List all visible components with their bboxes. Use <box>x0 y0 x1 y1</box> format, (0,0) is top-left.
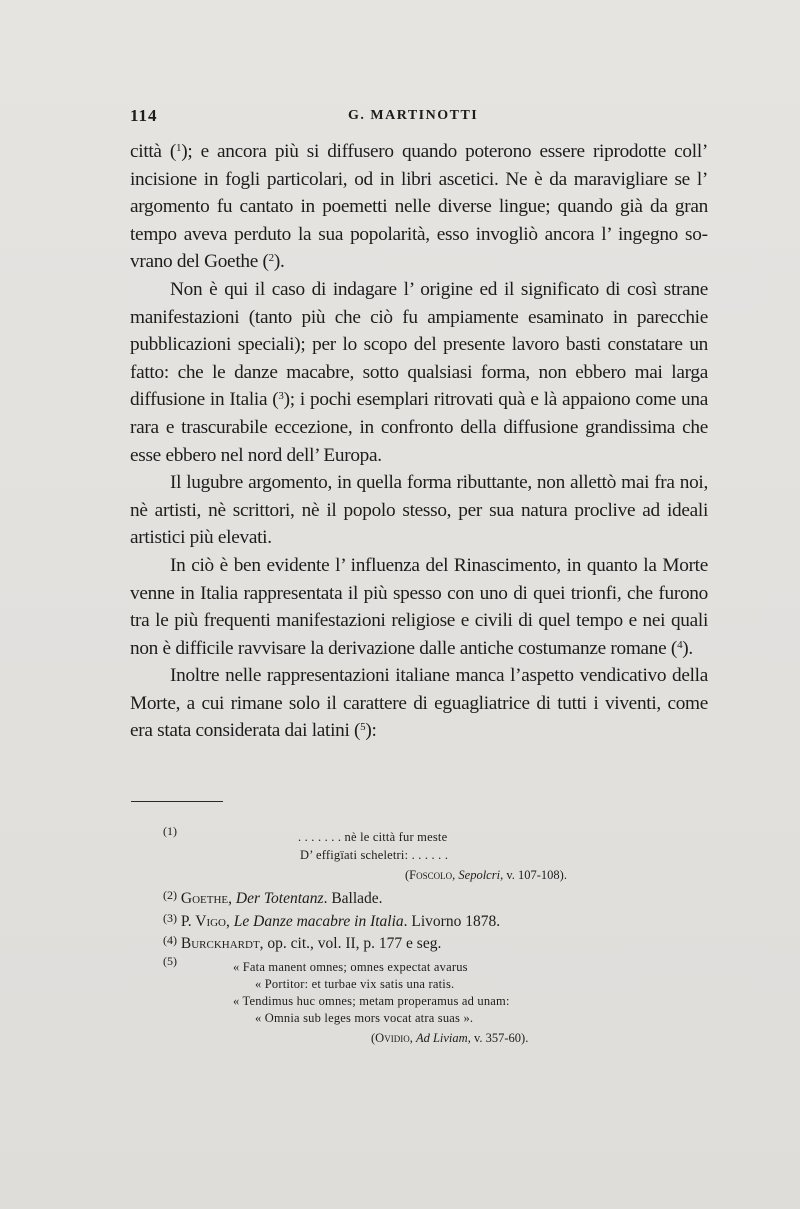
footnote-ref-4: 4 <box>677 638 683 651</box>
footnote-1-source <box>405 868 567 883</box>
footnote-3-author: P. Vigo <box>180 913 226 930</box>
footnote-1-source-b: , <box>452 868 459 882</box>
paragraph-1-text-c: ). <box>273 251 285 273</box>
footnote-1-source-work: Sepolcri <box>458 868 501 882</box>
footnote-2-marker: (2) <box>163 888 177 902</box>
footnote-5-source-b: , <box>409 1031 416 1045</box>
paragraph-2-text-a: Non è qui il caso di indagare l’ origine ed il significato di così strane manifestazioni (tanto più che ciò fu ampiamente esaminato in parecchie pubblicazioni speciali); per lo scopo del presente lavoro basti constatare un fatto: che le danze macabre, sotto qualsiasi forma, non ebbero mai larga diffusione in Italia ( <box>130 278 708 411</box>
footnote-5-source-author: Ovidio <box>375 1031 410 1045</box>
footnote-5-source-c: , v. 357-60). <box>467 1031 529 1045</box>
page-number: 114 <box>130 106 158 125</box>
footnote-5-verse-2: « Portitor: et turbae vix satis una ratis. <box>255 977 455 991</box>
footnote-3-work: Le Danze macabre in Italia <box>233 913 404 930</box>
footnote-5-verse-4: « Omnia sub leges mors vocat atra suas ». <box>255 1011 474 1025</box>
footnote-2-work: Der Totentanz <box>235 890 324 907</box>
footnote-ref-2: 2 <box>268 252 274 265</box>
footnote-4-rest: , op. cit., vol. II, p. 177 e seg. <box>259 935 442 952</box>
footnote-3 <box>163 911 500 931</box>
paragraph-2 <box>130 276 708 469</box>
page-header <box>130 106 710 130</box>
footnote-ref-3: 3 <box>278 390 284 403</box>
footnote-2-rest: . Ballade. <box>323 890 383 907</box>
footnote-5-verse-1: « Fata manent omnes; omnes expectat avarus <box>233 960 468 974</box>
footnote-2 <box>163 888 383 908</box>
footnote-2-sep: , <box>228 890 236 907</box>
footnote-5-source <box>371 1031 528 1046</box>
footnote-1-verse-2: D’ effigïati scheletri: . . . . . . <box>300 848 449 862</box>
paragraph-5-text-a: Inoltre nelle rappresentazioni italiane manca l’aspetto vendicativo della Morte, a cui rimane solo il carattere di eguagliatrice di tutti i viventi, come era stata considerata dai latini ( <box>130 665 708 742</box>
footnote-4 <box>163 933 441 953</box>
footnote-3-sep: , <box>226 913 234 930</box>
footnote-1-marker: (1) <box>163 824 177 838</box>
footnote-1-source-author: Foscolo <box>409 868 453 882</box>
footnote-4-marker: (4) <box>163 933 177 947</box>
footnote-5-source-work: Ad Liviam <box>415 1031 468 1045</box>
footnote-ref-1: 1 <box>176 142 182 154</box>
footnote-ref-5: 5 <box>360 721 366 734</box>
paragraph-4-text-b: ). <box>682 637 693 659</box>
footnote-5-mark <box>163 954 177 974</box>
footnote-5-marker: (5) <box>163 954 177 968</box>
footnote-4-author: Burckhardt <box>180 935 260 952</box>
footnote-1-verse-1: . . . . . . . nè le città fur meste <box>298 830 448 844</box>
paragraph-4 <box>130 552 708 662</box>
paragraph-4-text-a: In ciò è ben evidente l’ influenza del Rinascimento, in quanto la Morte venne in Italia rappresentata il più spesso con uno di quei trionfi, che furono tra le più frequenti manifestazioni religiose e civili di quel tempo e nei quali non è difficile ravvisare la derivazione dalle antiche costumanze romane ( <box>130 554 708 659</box>
main-text <box>130 138 708 745</box>
paragraph-1-text-a: città ( <box>130 141 177 162</box>
footnote-2-author: Goethe <box>180 890 229 907</box>
footnote-divider <box>131 801 223 802</box>
paragraph-2-text-b: ); i pochi esemplari ritrovati quà e là appaiono come una rara e trascurabile eccezione, in confronto della diffusione grandissima che esse ebbero nel nord dell’ Europa. <box>130 389 709 466</box>
footnote-3-rest: . Livorno 1878. <box>403 913 501 930</box>
paragraph-1 <box>130 138 708 276</box>
footnote-1-source-a: ( <box>405 868 410 882</box>
footnote-5-source-a: ( <box>371 1031 376 1045</box>
paragraph-5-text-b: ): <box>365 720 377 742</box>
footnote-1-mark <box>163 824 177 844</box>
running-title: G. MARTINOTTI <box>348 108 479 123</box>
footnote-3-marker: (3) <box>163 911 177 925</box>
footnote-1-source-c: , v. 107-108). <box>500 868 567 882</box>
paragraph-1-text-b: ); e ancora più si diffusero quando poterono essere riprodotte coll’ incisione in fogli particolari, od in libri ascetici. Ne è da maravigliare se l’ argomento fu cantato in poemetti nelle diverse lingue; quando già da gran tempo aveva perduto la sua popolarità, esso invogliò ancora l’ ingegno sovrano del Goethe ( <box>130 141 709 273</box>
paragraph-5 <box>130 662 708 745</box>
paragraph-3: Il lugubre argomento, in quella forma ributtante, non allettò mai fra noi, nè artisti, nè scrittori, nè il popolo stesso, per sua natura proclive ad ideali artistici più elevati. <box>130 472 708 549</box>
footnote-5-verse-3: « Tendimus huc omnes; metam properamus ad unam: <box>233 994 510 1008</box>
